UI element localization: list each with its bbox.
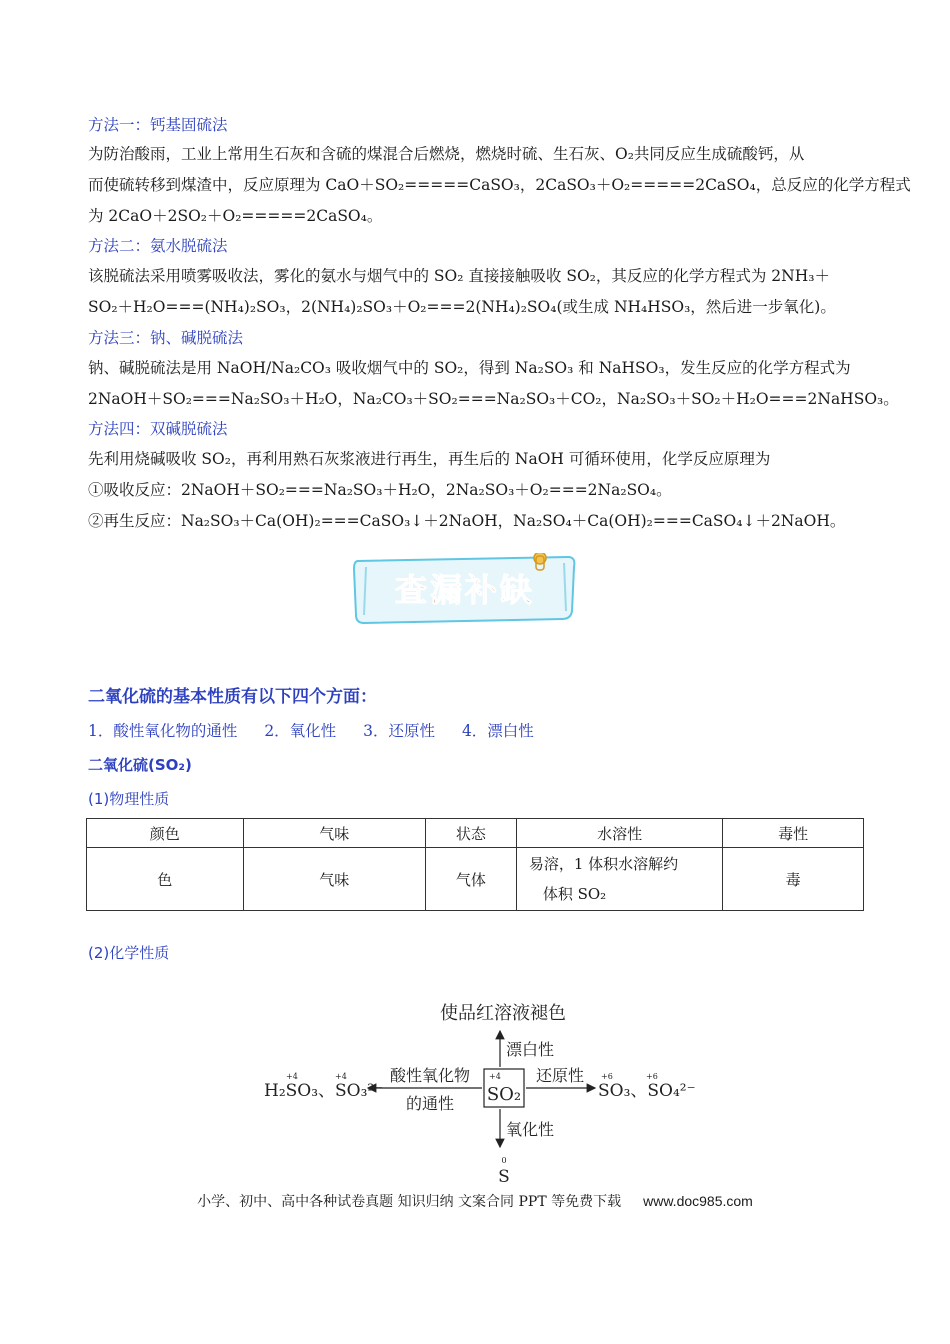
footer-text: 小学、初中、高中各种试卷真题 知识归纳 文案合同 PPT 等免费下载 [197,1194,622,1210]
property-list [88,719,556,741]
oxidation-number: 0 [501,1156,507,1165]
so2-chemistry-diagram [250,995,710,1190]
footer-url[interactable]: www.doc985.com [643,1193,753,1209]
method-4-line-2: ①吸收反应：2NaOH＋SO₂===Na₂SO₃＋H₂O，2Na₂SO₃＋O₂===2Na₂SO₄。 [88,481,672,499]
table-cell: 气味 [243,848,425,911]
oxidation-number: +4 [335,1072,347,1081]
table-header: 状态 [426,819,517,848]
table-cell [516,848,723,911]
chemical-heading: (2)化学性质 [88,944,170,962]
table-cell: 色 [87,848,244,911]
method-4-line-3: ②再生反应：Na₂SO₃＋Ca(OH)₂===CaSO₃↓＋2NaOH，Na₂SO₄＋Ca(OH)₂===CaSO₄↓＋2NaOH。 [88,512,846,530]
method-1-line-2: 而使硫转移到煤渣中，反应原理为 CaO＋SO₂=====CaSO₃，2CaSO₃＋O₂=====2CaSO₄，总反应的化学方程式 [88,176,911,194]
table-header: 毒性 [723,819,864,848]
oxidation-number: +4 [286,1072,298,1081]
physical-heading: (1)物理性质 [88,790,170,808]
section-banner [350,553,580,625]
oxidation-number: +4 [489,1072,501,1081]
method-4-line-1: 先利用烧碱吸收 SO₂，再利用熟石灰浆液进行再生，再生后的 NaOH 可循环使用，化学反应原理为 [88,450,771,468]
property-item: 3．还原性 [363,722,435,740]
oxidation-number: +6 [601,1072,613,1081]
property-item: 1．酸性氧化物的通性 [88,722,238,740]
method-1-line-3: 为 2CaO＋2SO₂＋O₂=====2CaSO₄。 [88,207,383,225]
property-item: 2．氧化性 [264,722,337,740]
method-2-heading: 方法二：氨水脱硫法 [88,237,228,255]
right-product: SO₃、SO₄²⁻ [598,1081,696,1101]
section-title: 二氧化硫的基本性质有以下四个方面： [88,687,377,707]
left-product: H₂SO₃、SO₃²⁻ [264,1081,384,1101]
table-cell: 毒 [723,848,864,911]
physical-properties-table [86,818,864,911]
oxidation-number: +6 [646,1072,658,1081]
method-1-heading: 方法一：钙基固硫法 [88,116,228,134]
table-cell: 气体 [426,848,517,911]
diagram-top-text: 使品红溶液褪色 [440,1003,566,1024]
property-item: 4．漂白性 [461,722,534,740]
banner-text: 查漏补缺 [394,571,536,609]
page-footer [0,1191,950,1211]
center-formula: SO₂ [486,1084,522,1105]
up-label: 漂白性 [506,1040,555,1059]
method-3-line-2: 2NaOH＋SO₂===Na₂SO₃＋H₂O，Na₂CO₃＋SO₂===Na₂SO₃＋CO₂，Na₂SO₃＋SO₂＋H₂O===2NaHSO₃。 [88,390,899,408]
bottom-product: S [498,1167,510,1187]
table-cell-line: 易溶，1 体积水溶解约 [528,855,679,873]
left-label-2: 的通性 [405,1094,455,1113]
table-header: 颜色 [87,819,244,848]
table-header: 水溶性 [516,819,723,848]
table-cell-line: 体积 SO₂ [542,885,607,903]
method-1-line-1: 为防治酸雨，工业上常用生石灰和含硫的煤混合后燃烧，燃烧时硫、生石灰、O₂共同反应生成硫酸钙，从 [88,145,805,163]
so2-title: 二氧化硫(SO₂) [88,756,192,774]
method-3-line-1: 钠、碱脱硫法是用 NaOH/Na₂CO₃ 吸收烟气中的 SO₂，得到 Na₂SO₃ 和 NaHSO₃，发生反应的化学方程式为 [88,359,851,377]
table-row [87,848,864,911]
method-2-line-1: 该脱硫法采用喷雾吸收法，雾化的氨水与烟气中的 SO₂ 直接接触吸收 SO₂，其反应的化学方程式为 2NH₃＋ [88,267,830,285]
method-4-heading: 方法四：双碱脱硫法 [88,420,228,438]
table-header: 气味 [243,819,425,848]
method-2-line-2: SO₂＋H₂O===(NH₄)₂SO₃，2(NH₄)₂SO₃＋O₂===2(NH₄)₂SO₄(或生成 NH₄HSO₃，然后进一步氧化)。 [88,298,836,316]
method-3-heading: 方法三：钠、碱脱硫法 [88,329,244,347]
down-label: 氧化性 [506,1120,555,1139]
left-label-1: 酸性氧化物 [389,1066,471,1085]
right-label: 还原性 [535,1066,585,1085]
table-header-row [87,819,864,848]
